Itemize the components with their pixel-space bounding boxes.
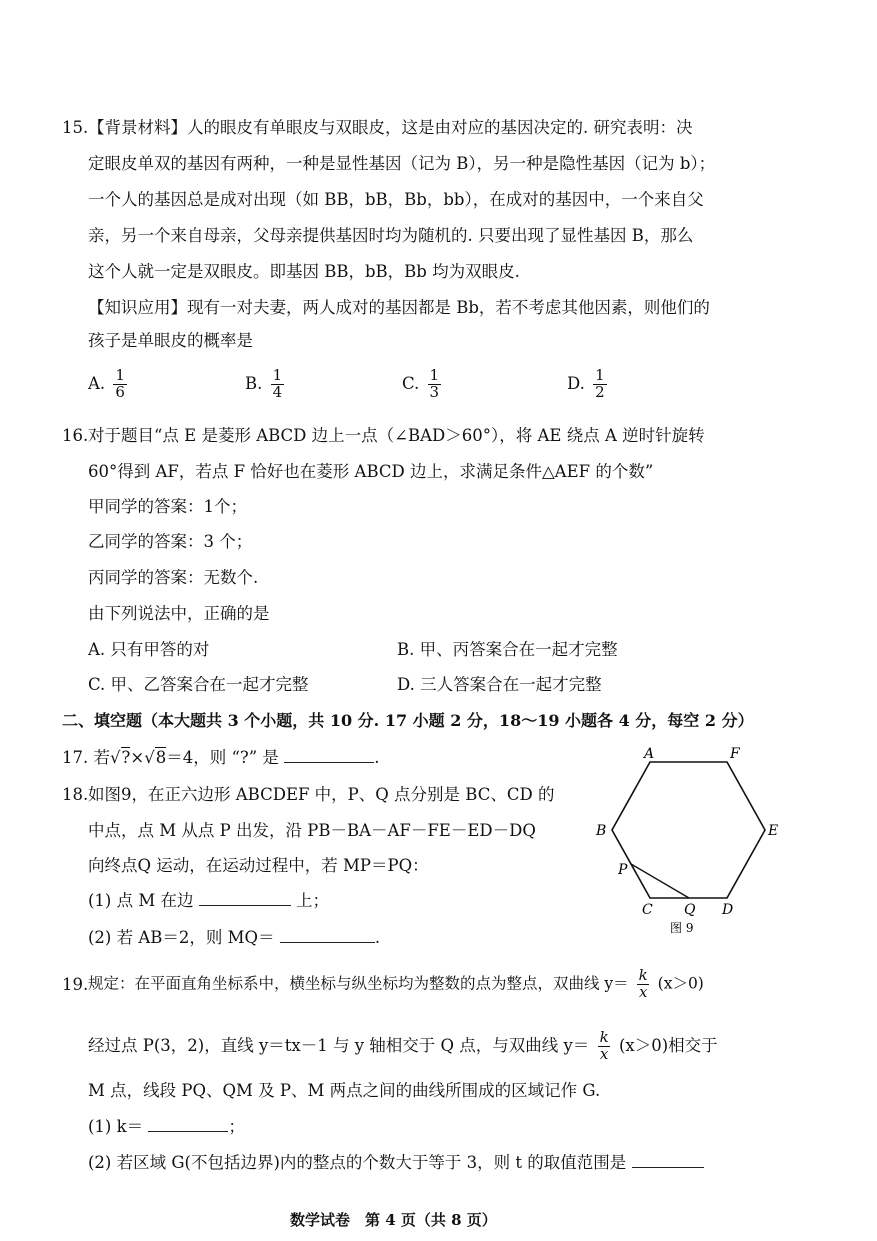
q15-line-5: 这个人就一定是双眼皮。即基因 BB，bB，Bb 均为双眼皮. [88,262,520,281]
label-e: E [768,823,779,839]
q15-line-1: 【背景材料】人的眼皮有单眼皮与双眼皮，这是由对应的基因决定的. 研究表明：决 [88,118,693,137]
page-footer: 数学试卷 第 4 页（共 8 页） [290,1211,497,1229]
q18-blank-1[interactable] [199,904,291,906]
q15-line-7: 孩子是单眼皮的概率是 [88,331,253,350]
q16-answer-jia: 甲同学的答案：1个； [88,497,247,516]
q15-line-6: 【知识应用】现有一对夫妻，两人成对的基因都是 Bb，若不考虑其他因素，则他们的 [88,298,710,317]
q16-option-d: D. 三人答案合在一起才完整 [397,675,602,694]
q18-line-3: 向终点Q 运动，在运动过程中，若 MP＝PQ： [88,856,429,875]
q16-option-a: A. 只有甲答的对 [88,640,210,659]
q15-number: 15. [62,118,89,137]
q17-number: 17. [62,748,89,767]
q18-line-1: 如图9，在正六边形 ABCDEF 中，P、Q 点分别是 BC、CD 的 [88,785,555,804]
figure-9-hexagon [590,740,790,940]
q18-sub-2: (2) 若 AB＝2，则 MQ＝ . [88,928,381,947]
q16-prompt: 由下列说法中，正确的是 [88,604,270,623]
label-c: C [642,902,653,918]
label-b: B [596,823,607,839]
q19-sub-2: (2) 若区域 G(不包括边界)内的整点的个数大于等于 3，则 t 的取值范围是 [88,1155,704,1172]
q19-line-3: M 点，线段 PQ、QM 及 P、M 两点之间的曲线所围成的区域记作 G. [88,1081,601,1100]
q16-line-1: 对于题目“点 E 是菱形 ABCD 边上一点（∠BAD＞60°），将 AE 绕点 A 逆时针旋转 [88,426,705,445]
q18-line-2: 中点，点 M 从点 P 出发，沿 PB－BA－AF－FE－ED－DQ [88,821,536,840]
q19-line-2: 经过点 P(3，2)，直线 y＝tx－1 与 y 轴相交于 Q 点，与双曲线 y＝ $\frac{k}{x}$ (x＞0)相交于 [88,1028,718,1063]
section-2-title: 二、填空题（本大题共 3 个小题，共 10 分. 17 小题 2 分，18～19 小题各 4 分，每空 2 分） [62,711,754,730]
q15-option-a: A. $\frac{1}{6}$ [88,366,125,401]
label-f: F [730,746,740,762]
label-a: A [644,746,655,762]
figure-caption: 图 9 [670,921,694,935]
q16-option-b: B. 甲、丙答案合在一起才完整 [397,640,618,659]
q19-line-1: 规定：在平面直角坐标系中，横坐标与纵坐标均为整数的点为整点，双曲线 y＝ $\frac{k}{x}$ (x＞0) [88,966,704,1001]
q16-number: 16. [62,426,89,445]
q16-option-c: C. 甲、乙答案合在一起才完整 [88,675,309,694]
q17-radicand-1: ? [121,748,131,767]
hexagon-outline [612,762,765,898]
q19-blank-1[interactable] [148,1130,228,1132]
q18-number: 18. [62,785,89,804]
q16-line-2: 60°得到 AF，若点 F 恰好也在菱形 ABCD 边上，求满足条件△AEF 的个数” [88,462,654,481]
q16-answer-yi: 乙同学的答案：3 个； [88,532,253,551]
q15-line-2: 定眼皮单双的基因有两种，一种是显性基因（记为 B），另一种是隐性基因（记为 b）； [88,154,716,173]
q17-answer-blank[interactable] [284,761,374,763]
question-17: 17. 若√?×√8＝4，则 “?” 是 . [62,748,380,767]
label-q: Q [684,902,696,918]
q15-line-3: 一个人的基因总是成对出现（如 BB，bB，Bb，bb），在成对的基因中，一个来自父 [88,190,704,209]
q18-blank-2[interactable] [280,941,375,943]
q15-line-4: 亲，另一个来自母亲，父母亲提供基因时均为随机的. 只要出现了显性基因 B，那么 [88,226,694,245]
q19-blank-2[interactable] [632,1166,704,1168]
q19-sub-1: (1) k＝ ； [88,1117,245,1136]
q18-sub-1: (1) 点 M 在边 上； [88,891,330,910]
q15-option-b: B. $\frac{1}{4}$ [245,366,283,401]
q17-radicand-2: 8 [155,748,167,767]
q16-answer-bing: 丙同学的答案：无数个. [88,568,259,587]
q15-option-c: C. $\frac{1}{3}$ [402,366,440,401]
q15-option-d: D. $\frac{1}{2}$ [567,366,605,401]
q19-number: 19. [62,975,89,994]
label-d: D [722,902,734,918]
label-p: P [618,862,628,878]
